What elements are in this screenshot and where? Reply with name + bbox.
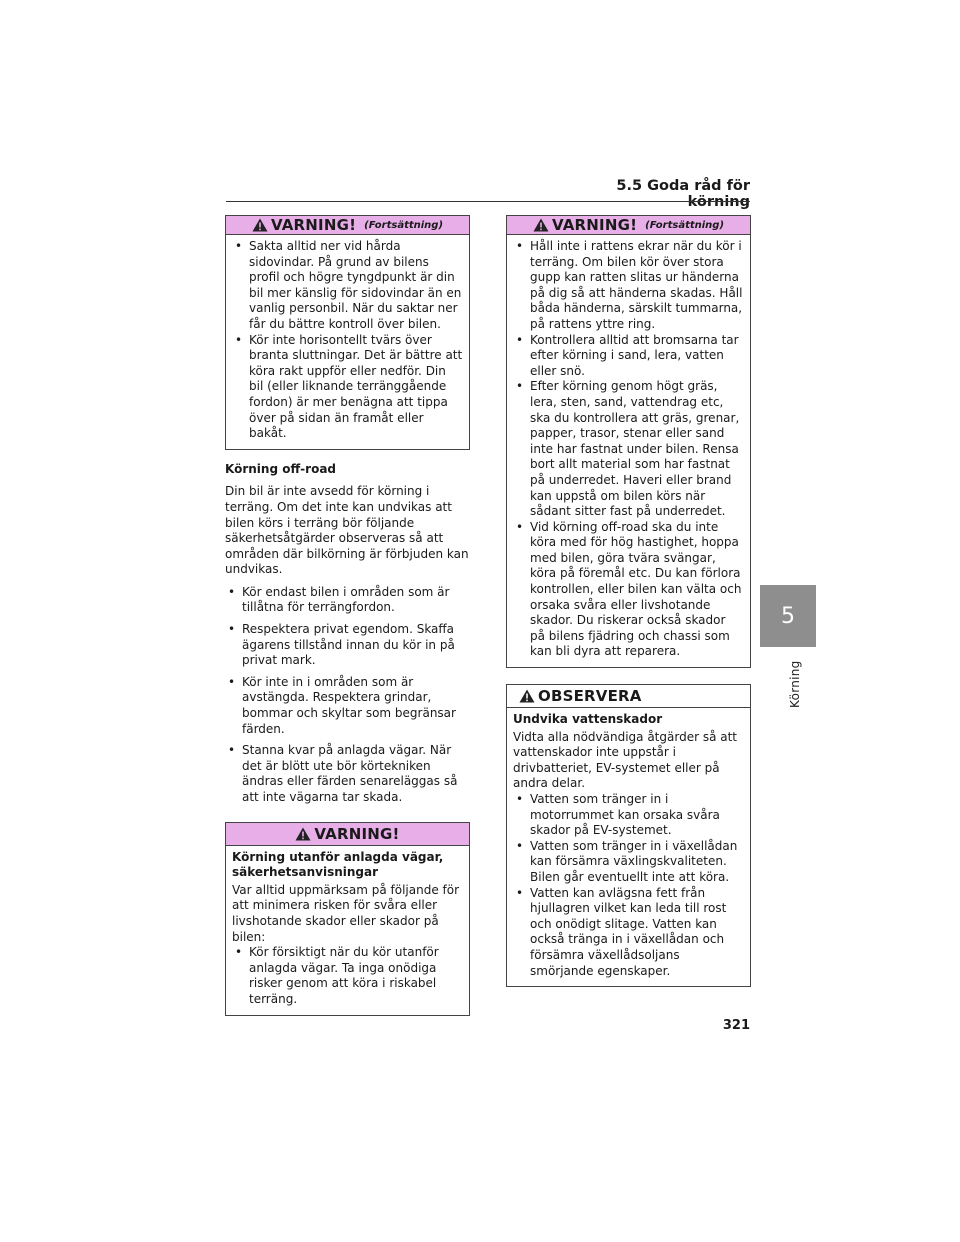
list-item: • Respektera privat egendom. Skaffa ägarens tillstånd innan du kör in på privat mark.: [225, 622, 470, 669]
warning-header: [226, 823, 469, 846]
left-column: [225, 215, 470, 1030]
notice-intro: Vidta alla nödvändiga åtgärder så att vattenskador inte uppstår i drivbatteriet, EV-systemet eller på andra delar.: [513, 729, 738, 791]
warning-box-left: [225, 822, 470, 1016]
chapter-number: 5: [781, 603, 795, 629]
notice-title: OBSERVERA: [538, 687, 642, 706]
list-item: • Kör försiktigt när du kör utanför anlagda vägar. Ta inga onödiga risker genom att köra i riskabel terräng.: [232, 945, 463, 1007]
header-rule: [226, 201, 750, 202]
chapter-tab[interactable]: [760, 585, 816, 647]
notice-header: [507, 685, 750, 708]
warning-body: [226, 846, 469, 1015]
offroad-intro: Din bil är inte avsedd för körning i terräng. Om det inte kan undvikas att bilen körs i terräng bör följande säkerhetsåtgärder observeras så att områden där bilkörning är förbjuden kan undvikas.: [225, 484, 469, 577]
notice-box: [506, 684, 751, 987]
warning-subtitle: (Fortsättning): [645, 219, 725, 231]
warning-subtitle: (Fortsättning): [364, 219, 444, 231]
right-column: [506, 215, 751, 1001]
warning-body: [507, 235, 750, 667]
warning-header: [226, 216, 469, 235]
warning-triangle-icon: [533, 218, 549, 232]
warning-body: [226, 235, 469, 449]
list-item: • Håll inte i rattens ekrar när du kör i terräng. Om bilen kör över stora gupp kan ratten slitas ur händerna på dig så att händerna skadas. Håll båda händerna, särskilt tummarna, på rattens yttre ring.: [513, 239, 744, 333]
offroad-section: [225, 462, 470, 806]
notice-heading: Undvika vattenskador: [513, 712, 663, 727]
warning-title: VARNING!: [314, 824, 400, 843]
warning-title: VARNING!: [551, 216, 638, 234]
list-item: • Kör inte horisontellt tvärs över branta sluttningar. Det är bättre att köra rakt uppför eller nedför. Din bil (eller liknande terränggående fordon) är mer benägna att tippa över på sidan än framåt eller bakåt.: [232, 333, 463, 442]
list-item: • Vid körning off-road ska du inte köra med för hög hastighet, hoppa med bilen, göra tvära svängar, köra på föremål etc. Du kan förlora kontrollen, eller bilen kan välta och orsaka svåra eller livshotande skador. Du riskerar också skador på bilens fjädring och chassi som kan bli dyra att reparera.: [513, 520, 744, 660]
list-item: • Stanna kvar på anlagda vägar. När det är blött ute bör körtekniken ändras eller färden senareläggas så att inte vägarna tar skada.: [225, 743, 470, 805]
list-item: • Efter körning genom högt gräs, lera, sten, sand, vattendrag etc, ska du kontrollera att gräs, grenar, papper, trasor, stenar eller sand inte har fastnat under bilen. Rensa bort allt material som har fastnat på underredet. Haveri eller brand kan uppstå om bilen körs när sådant sitter fast på underredet.: [513, 379, 744, 519]
list-item: • Sakta alltid ner vid hårda sidovindar. På grund av bilens profil och högre tyngdpunkt är din bil mer känslig för sidovindar än en vanlig personbil. När du saktar ner får du bättre kontroll över bilen.: [232, 239, 463, 333]
warning-triangle-icon: [252, 218, 268, 232]
list-item: • Kontrollera alltid att bromsarna tar efter körning i sand, lera, vatten eller snö.: [513, 333, 744, 380]
warning-continued-box-left: [225, 215, 470, 450]
warning-continued-box-right: [506, 215, 751, 668]
list-item: • Vatten som tränger in i motorrummet kan orsaka svåra skador på EV-systemet.: [513, 792, 744, 839]
warning-heading: Körning utanför anlagda vägar, säkerhetsanvisningar: [232, 849, 444, 880]
chapter-label: [760, 650, 802, 710]
offroad-heading: Körning off-road: [225, 461, 337, 476]
section-title: 5.5 Goda råd för körning: [616, 178, 750, 210]
list-item: • Kör inte in i områden som är avstängda. Respektera grindar, bommar och skyltar som begränsar färden.: [225, 675, 470, 737]
warning-intro: Var alltid uppmärksam på följande för att minimera risken för svåra eller livshotande skador eller skador på bilen:: [232, 882, 460, 944]
list-item: • Vatten som tränger in i växellådan kan försämra växlingskvaliteten. Bilen går eventuellt inte att köra.: [513, 839, 744, 886]
list-item: • Kör endast bilen i områden som är tillåtna för terrängfordon.: [225, 585, 470, 616]
notice-body: [507, 708, 750, 986]
warning-header: [507, 216, 750, 235]
warning-triangle-icon: [295, 827, 311, 841]
list-item: • Vatten kan avlägsna fett från hjullagren vilket kan leda till rost och onödigt slitage. Vatten kan också tränga in i växellådan och försämra växellådsoljans smörjande egenskaper.: [513, 886, 744, 980]
exclamation-triangle-icon: [519, 689, 535, 703]
chapter-label-text: Körning: [788, 660, 802, 708]
warning-title: VARNING!: [270, 216, 357, 234]
page-number: 321: [722, 1018, 750, 1033]
